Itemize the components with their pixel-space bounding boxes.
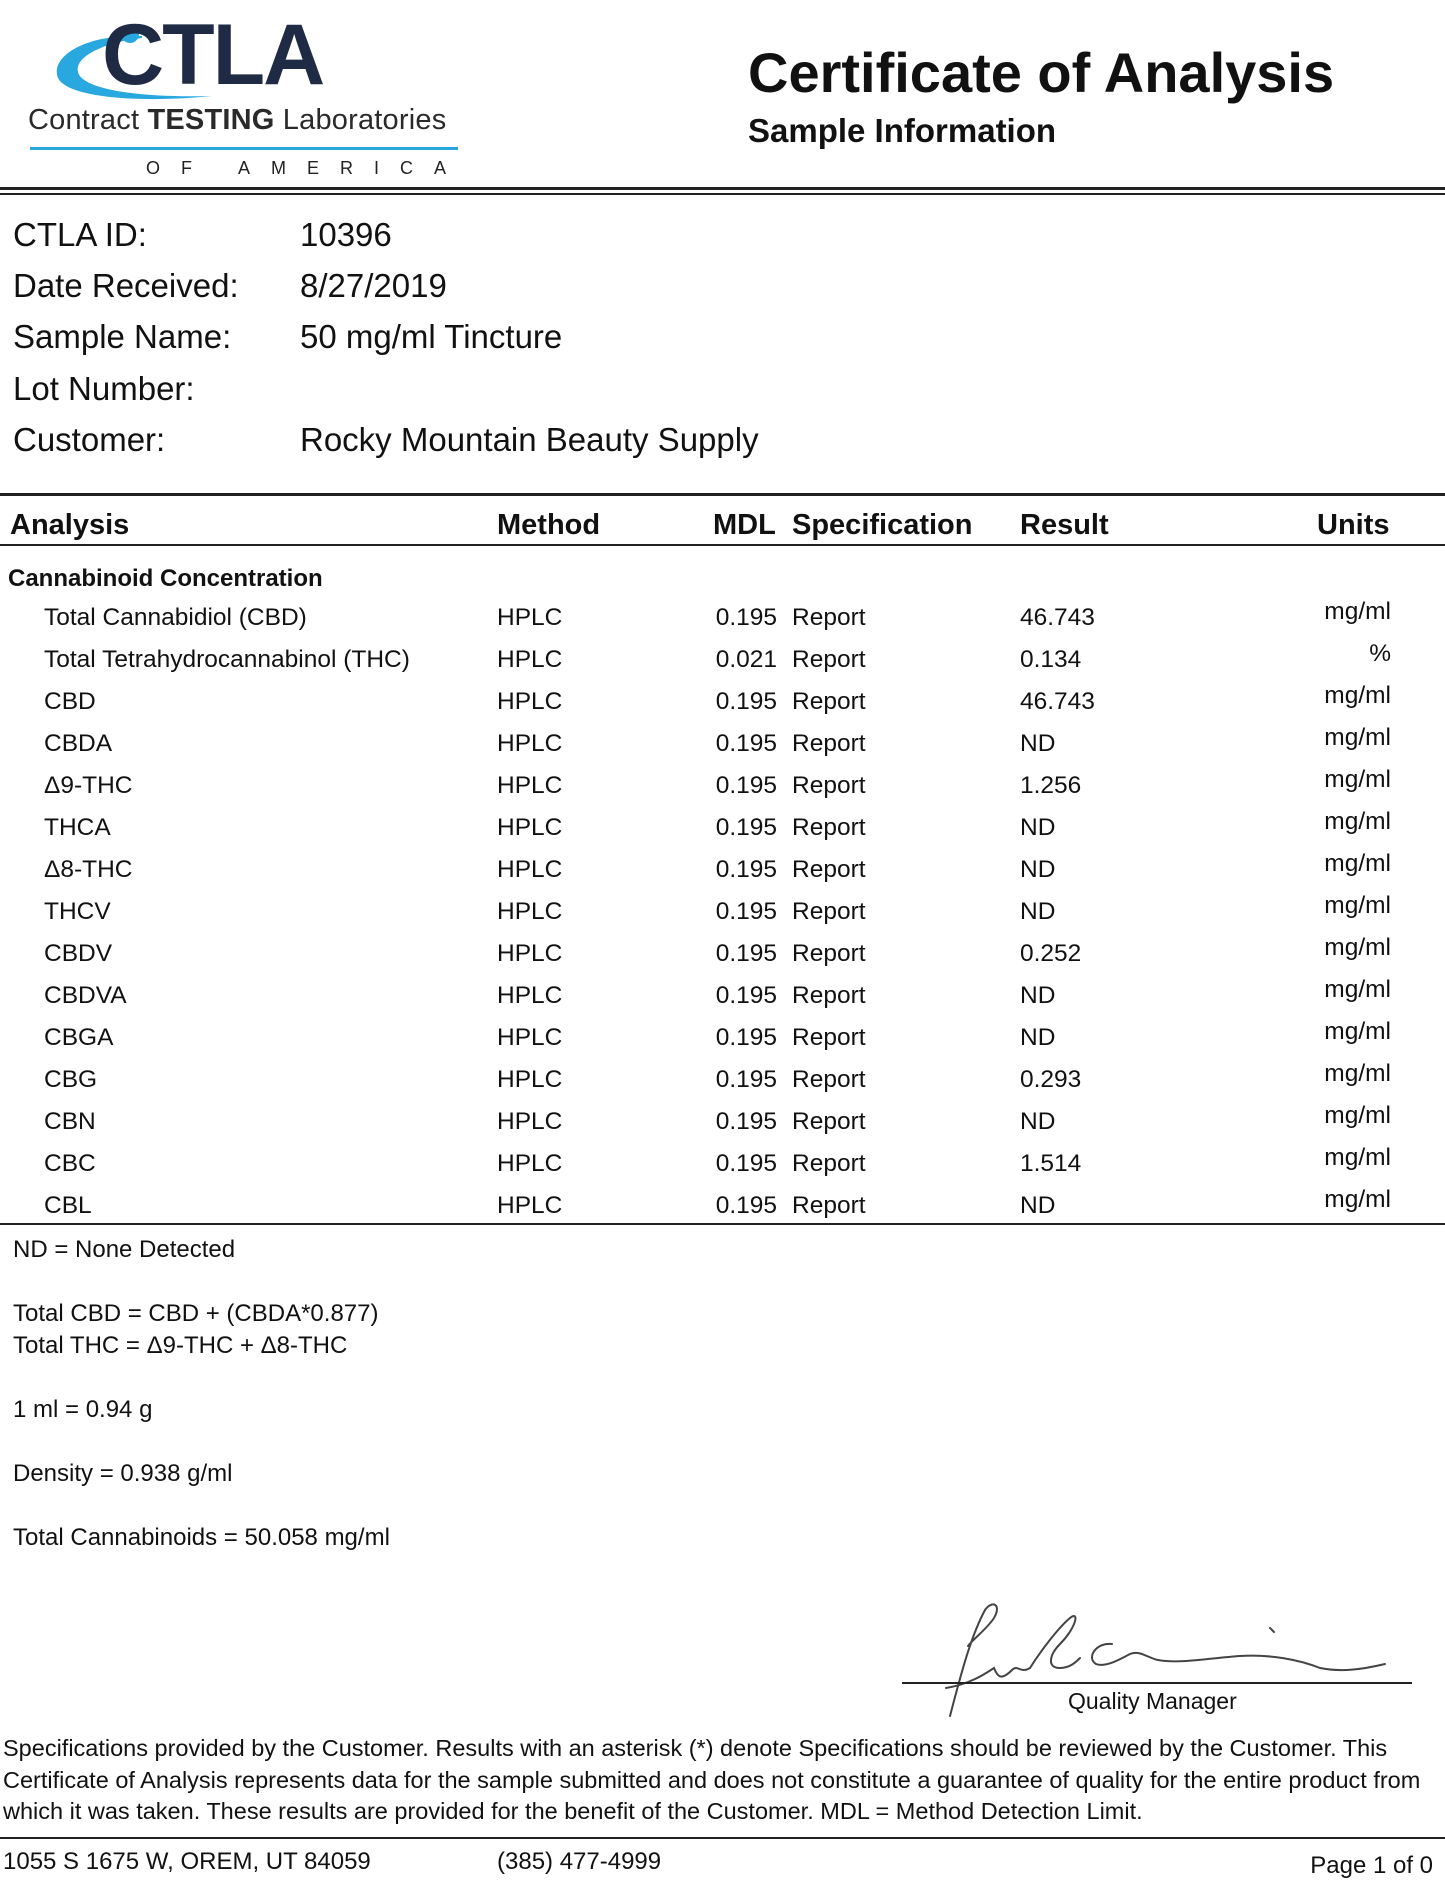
logo-wordmark: CTLA bbox=[102, 8, 324, 103]
ctla-id-value: 10396 bbox=[300, 216, 392, 253]
signature-line bbox=[902, 1682, 1412, 1684]
units-cell: mg/ml bbox=[1324, 682, 1391, 709]
density-note: Density = 0.938 g/ml bbox=[13, 1460, 233, 1487]
analysis-cell: Δ8-THC bbox=[44, 856, 133, 883]
analysis-cell: CBDV bbox=[44, 940, 113, 967]
total-cbd-note: Total CBD = CBD + (CBDA*0.877) bbox=[13, 1300, 379, 1327]
table-row bbox=[0, 976, 1445, 1018]
analysis-cell: CBC bbox=[44, 1150, 96, 1177]
analysis-cell: THCA bbox=[44, 814, 111, 841]
specification-cell: Report bbox=[792, 1108, 866, 1135]
method-cell: HPLC bbox=[497, 604, 563, 631]
method-cell: HPLC bbox=[497, 646, 563, 673]
section-title: Cannabinoid Concentration bbox=[8, 565, 323, 592]
table-row bbox=[0, 724, 1445, 766]
logo-tagline: OF AMERICA bbox=[146, 158, 468, 178]
table-row bbox=[0, 1060, 1445, 1102]
result-cell: 0.293 bbox=[1020, 1066, 1082, 1093]
info-divider bbox=[0, 493, 1445, 496]
table-bottom-divider bbox=[0, 1223, 1445, 1225]
sample-name-value: 50 mg/ml Tincture bbox=[300, 318, 563, 355]
units-cell: mg/ml bbox=[1324, 1018, 1391, 1045]
units-cell: mg/ml bbox=[1324, 1186, 1391, 1213]
result-cell: 46.743 bbox=[1020, 688, 1095, 715]
mdl-cell: 0.195 bbox=[715, 604, 777, 631]
total-thc-note: Total THC = Δ9-THC + Δ8-THC bbox=[13, 1332, 348, 1359]
units-cell: mg/ml bbox=[1324, 1102, 1391, 1129]
table-row bbox=[0, 640, 1445, 682]
col-mdl-header: MDL bbox=[713, 509, 776, 541]
mdl-cell: 0.195 bbox=[715, 940, 777, 967]
method-cell: HPLC bbox=[497, 1150, 563, 1177]
specification-cell: Report bbox=[792, 898, 866, 925]
mdl-cell: 0.195 bbox=[715, 1150, 777, 1177]
method-cell: HPLC bbox=[497, 940, 563, 967]
mdl-cell: 0.195 bbox=[715, 1108, 777, 1135]
col-result-header: Result bbox=[1020, 509, 1109, 541]
total-cannabinoids-note: Total Cannabinoids = 50.058 mg/ml bbox=[13, 1524, 390, 1551]
specification-cell: Report bbox=[792, 1024, 866, 1051]
analysis-cell: Total Cannabidiol (CBD) bbox=[44, 604, 307, 631]
specification-cell: Report bbox=[792, 772, 866, 799]
document-subtitle: Sample Information bbox=[748, 112, 1057, 149]
customer-value: Rocky Mountain Beauty Supply bbox=[300, 421, 759, 458]
method-cell: HPLC bbox=[497, 982, 563, 1009]
specification-cell: Report bbox=[792, 982, 866, 1009]
ml-to-g-note: 1 ml = 0.94 g bbox=[13, 1396, 153, 1423]
units-cell: mg/ml bbox=[1324, 1060, 1391, 1087]
result-cell: ND bbox=[1020, 856, 1056, 883]
logo-subtitle: Contract TESTING Laboratories bbox=[28, 104, 447, 136]
analysis-cell: CBL bbox=[44, 1192, 92, 1219]
date-received-value: 8/27/2019 bbox=[300, 267, 447, 304]
analysis-cell: CBGA bbox=[44, 1024, 114, 1051]
footer-phone: (385) 477-4999 bbox=[497, 1848, 662, 1875]
analysis-cell: CBG bbox=[44, 1066, 98, 1093]
result-cell: 0.134 bbox=[1020, 646, 1082, 673]
sample-name-label: Sample Name: bbox=[13, 318, 232, 355]
table-row bbox=[0, 766, 1445, 808]
method-cell: HPLC bbox=[497, 1192, 563, 1219]
units-cell: mg/ml bbox=[1324, 976, 1391, 1003]
specification-cell: Report bbox=[792, 1066, 866, 1093]
mdl-cell: 0.195 bbox=[715, 1024, 777, 1051]
method-cell: HPLC bbox=[497, 730, 563, 757]
mdl-cell: 0.195 bbox=[715, 1192, 777, 1219]
result-cell: ND bbox=[1020, 982, 1056, 1009]
result-cell: ND bbox=[1020, 1108, 1056, 1135]
disclaimer-text: Specifications provided by the Customer. Results with an asterisk (*) denote Specifications should be reviewed by the Customer. This Certificate of Analysis represents data for the sample submitted and does not constitute a guarantee of quality for the entire product from which it was taken. These results are provided for the benefit of the Customer. MDL = Method Detection Limit. bbox=[3, 1735, 1421, 1824]
table-row bbox=[0, 1144, 1445, 1186]
mdl-cell: 0.195 bbox=[715, 772, 777, 799]
analysis-cell: CBN bbox=[44, 1108, 96, 1135]
customer-label: Customer: bbox=[13, 421, 166, 458]
specification-cell: Report bbox=[792, 688, 866, 715]
result-cell: 0.252 bbox=[1020, 940, 1082, 967]
mdl-cell: 0.195 bbox=[715, 1066, 777, 1093]
header-divider-thin bbox=[0, 193, 1445, 195]
result-cell: 46.743 bbox=[1020, 604, 1095, 631]
specification-cell: Report bbox=[792, 1192, 866, 1219]
mdl-cell: 0.195 bbox=[715, 856, 777, 883]
method-cell: HPLC bbox=[497, 688, 563, 715]
result-cell: ND bbox=[1020, 730, 1056, 757]
mdl-cell: 0.195 bbox=[715, 898, 777, 925]
mdl-cell: 0.195 bbox=[715, 982, 777, 1009]
result-cell: ND bbox=[1020, 898, 1056, 925]
result-cell: ND bbox=[1020, 814, 1056, 841]
signature-label: Quality Manager bbox=[1068, 1688, 1237, 1714]
document-title: Certificate of Analysis bbox=[748, 41, 1335, 104]
specification-cell: Report bbox=[792, 856, 866, 883]
analysis-cell: CBDVA bbox=[44, 982, 127, 1009]
ctla-id-label: CTLA ID: bbox=[13, 216, 147, 253]
specification-cell: Report bbox=[792, 646, 866, 673]
specification-cell: Report bbox=[792, 604, 866, 631]
units-cell: mg/ml bbox=[1324, 598, 1391, 625]
method-cell: HPLC bbox=[497, 1066, 563, 1093]
col-specification-header: Specification bbox=[792, 509, 973, 541]
units-cell: % bbox=[1369, 640, 1391, 667]
units-cell: mg/ml bbox=[1324, 808, 1391, 835]
units-cell: mg/ml bbox=[1324, 892, 1391, 919]
analysis-cell: Total Tetrahydrocannabinol (THC) bbox=[44, 646, 410, 673]
specification-cell: Report bbox=[792, 1150, 866, 1177]
date-received-label: Date Received: bbox=[13, 267, 239, 304]
mdl-cell: 0.021 bbox=[715, 646, 777, 673]
table-row bbox=[0, 934, 1445, 976]
table-row bbox=[0, 892, 1445, 934]
analysis-cell: CBDA bbox=[44, 730, 113, 757]
table-row bbox=[0, 850, 1445, 892]
method-cell: HPLC bbox=[497, 1024, 563, 1051]
table-row bbox=[0, 1186, 1445, 1228]
specification-cell: Report bbox=[792, 940, 866, 967]
logo-underline bbox=[30, 147, 458, 150]
mdl-cell: 0.195 bbox=[715, 730, 777, 757]
nd-note: ND = None Detected bbox=[13, 1236, 236, 1263]
table-row bbox=[0, 808, 1445, 850]
footer-address: 1055 S 1675 W, OREM, UT 84059 bbox=[3, 1848, 371, 1875]
result-cell: ND bbox=[1020, 1024, 1056, 1051]
specification-cell: Report bbox=[792, 814, 866, 841]
method-cell: HPLC bbox=[497, 898, 563, 925]
analysis-cell: Δ9-THC bbox=[44, 772, 133, 799]
header-divider bbox=[0, 187, 1445, 190]
units-cell: mg/ml bbox=[1324, 724, 1391, 751]
table-row bbox=[0, 598, 1445, 640]
col-method-header: Method bbox=[497, 509, 601, 541]
col-analysis-header: Analysis bbox=[10, 509, 130, 541]
units-cell: mg/ml bbox=[1324, 934, 1391, 961]
units-cell: mg/ml bbox=[1324, 766, 1391, 793]
analysis-cell: THCV bbox=[44, 898, 111, 925]
table-row bbox=[0, 1102, 1445, 1144]
lot-number-label: Lot Number: bbox=[13, 370, 195, 407]
method-cell: HPLC bbox=[497, 814, 563, 841]
col-units-header: Units bbox=[1317, 509, 1390, 541]
units-cell: mg/ml bbox=[1324, 1144, 1391, 1171]
footer-divider bbox=[0, 1837, 1445, 1839]
method-cell: HPLC bbox=[497, 772, 563, 799]
mdl-cell: 0.195 bbox=[715, 688, 777, 715]
method-cell: HPLC bbox=[497, 856, 563, 883]
table-row bbox=[0, 682, 1445, 724]
table-header-divider bbox=[0, 544, 1445, 546]
units-cell: mg/ml bbox=[1324, 850, 1391, 877]
footer-page-number: Page 1 of 0 bbox=[1310, 1852, 1433, 1879]
result-cell: 1.514 bbox=[1020, 1150, 1082, 1177]
specification-cell: Report bbox=[792, 730, 866, 757]
result-cell: 1.256 bbox=[1020, 772, 1082, 799]
mdl-cell: 0.195 bbox=[715, 814, 777, 841]
analysis-cell: CBD bbox=[44, 688, 96, 715]
result-cell: ND bbox=[1020, 1192, 1056, 1219]
table-row bbox=[0, 1018, 1445, 1060]
method-cell: HPLC bbox=[497, 1108, 563, 1135]
